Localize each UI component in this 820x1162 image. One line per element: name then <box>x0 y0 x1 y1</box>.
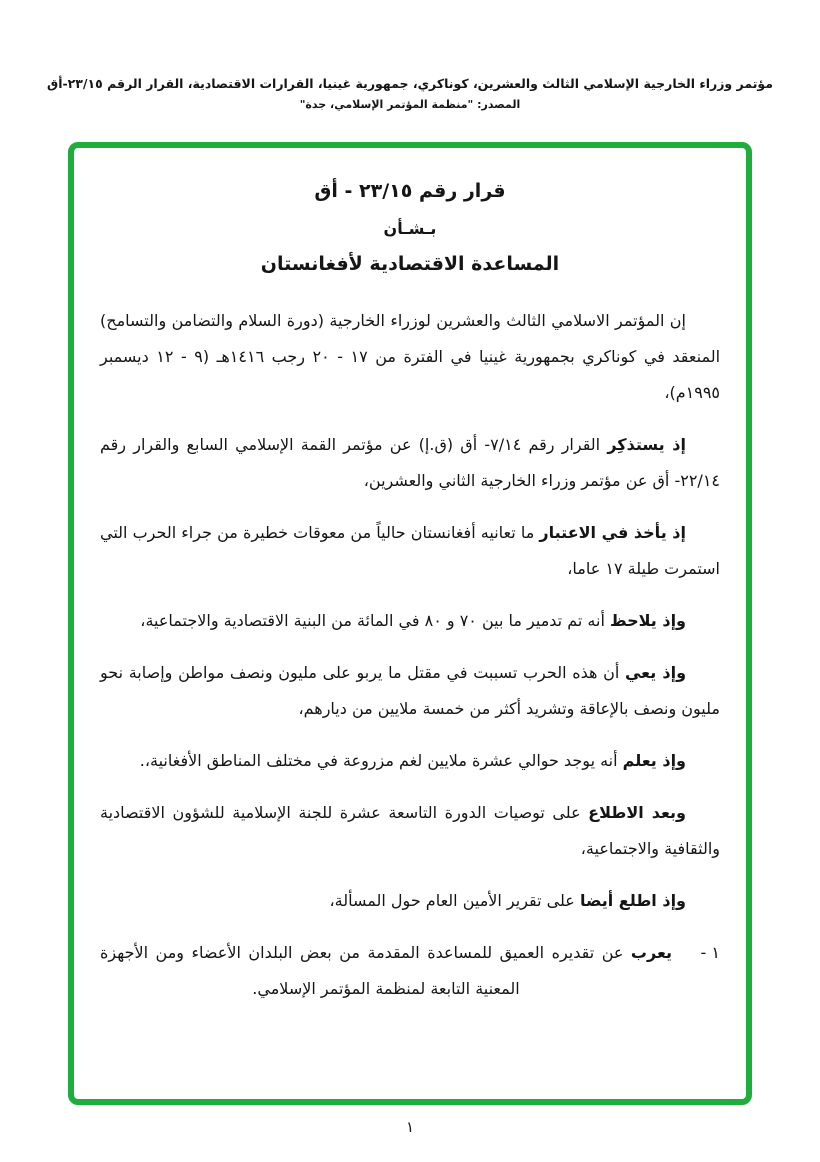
paragraph-lead: وإذ يعي <box>624 663 687 682</box>
paragraph-preamble-7 <box>100 795 720 867</box>
paragraph-text: على تقرير الأمين العام حول المسألة، <box>329 891 580 910</box>
paragraph-text: القرار رقم ٧/١٤- أق (ق.إ) عن مؤتمر القمة الإسلامي السابع والقرار رقم ٢٢/١٤- أق عن مؤتمر وزراء الخارجية الثاني والعشرين، <box>100 435 720 490</box>
subject-title: المساعدة الاقتصادية لأفغانستان <box>260 253 560 275</box>
paragraph-text: إن المؤتمر الاسلامي الثالث والعشرين لوزراء الخارجية (دورة السلام والتضامن والتسامح) المنعقد في كوناكري بجمهورية غينيا في الفترة من ١٧ - ٢٠ رجب ١٤١٦هـ (٩ - ١٢ ديسمبر ١٩٩٥م)، <box>100 311 721 402</box>
paragraph-text: ما تعانيه أفغانستان حالياً من معوقات خطيرة من جراء الحرب التي استمرت طيلة ١٧ عاما، <box>100 523 720 578</box>
page-number: ١ <box>405 1118 415 1136</box>
paragraph-lead: وإذ يلاحظ <box>609 611 686 630</box>
paragraph-preamble-1 <box>100 303 720 411</box>
highlight-frame <box>68 142 752 1105</box>
resolution-title-block <box>100 180 720 275</box>
paragraph-text: أن هذه الحرب تسببت في مقتل ما يربو على مليون ونصف مواطن وإصابة نحو مليون ونصف بالإعاقة وتشريد أكثر من خمسة ملايين من ديارهم، <box>100 663 720 718</box>
paragraph-text: أنه يوجد حوالي عشرة ملايين لغم مزروعة في مختلف المناطق الأفغانية،. <box>139 751 623 770</box>
paragraph-preamble-4 <box>100 603 720 639</box>
item-number: ١ - <box>700 943 720 962</box>
paragraph-preamble-8 <box>100 883 720 919</box>
header-source-line: المصدر: "منظمة المؤتمر الإسلامي، جدة" <box>299 98 521 111</box>
document-header <box>0 76 820 111</box>
paragraph-lead: وبعد الاطلاع <box>588 803 686 822</box>
resolution-body <box>100 303 720 1007</box>
paragraph-preamble-3 <box>100 515 720 587</box>
item-lead: يعرب <box>630 943 672 962</box>
paragraph-text: على توصيات الدورة التاسعة عشرة للجنة الإسلامية للشؤون الاقتصادية والثقافية والاجتماعية، <box>100 803 720 858</box>
operative-item-1 <box>100 935 720 1007</box>
item-text <box>100 935 672 1007</box>
paragraph-preamble-2 <box>100 427 720 499</box>
resolution-number-title: قرار رقم ٢٣/١٥ - أق <box>314 180 506 202</box>
paragraph-preamble-5 <box>100 655 720 727</box>
item-body-text: عن تقديره العميق للمساعدة المقدمة من بعض البلدان الأعضاء ومن الأجهزة المعنية التابعة لمنظمة المؤتمر الإسلامي. <box>100 943 631 998</box>
paragraph-lead: وإذ يعلم <box>622 751 686 770</box>
paragraph-text: أنه تم تدمير ما بين ٧٠ و ٨٠ في المائة من البنية الاقتصادية والاجتماعية، <box>140 611 610 630</box>
paragraph-preamble-6 <box>100 743 720 779</box>
paragraph-lead: وإذ اطلع أيضا <box>579 891 686 910</box>
header-conference-line: مؤتمر وزراء الخارجية الإسلامي الثالث والعشرين، كوناكري، جمهورية غينيا، القرارات الاقتصادية، القرار الرقم ٢٣/١٥-أق <box>47 76 773 91</box>
paragraph-lead: إذ يستذكِر <box>607 435 687 454</box>
paragraph-lead: إذ يأخذ في الاعتبار <box>539 523 687 542</box>
regarding-title: بـشـأن <box>383 219 437 238</box>
